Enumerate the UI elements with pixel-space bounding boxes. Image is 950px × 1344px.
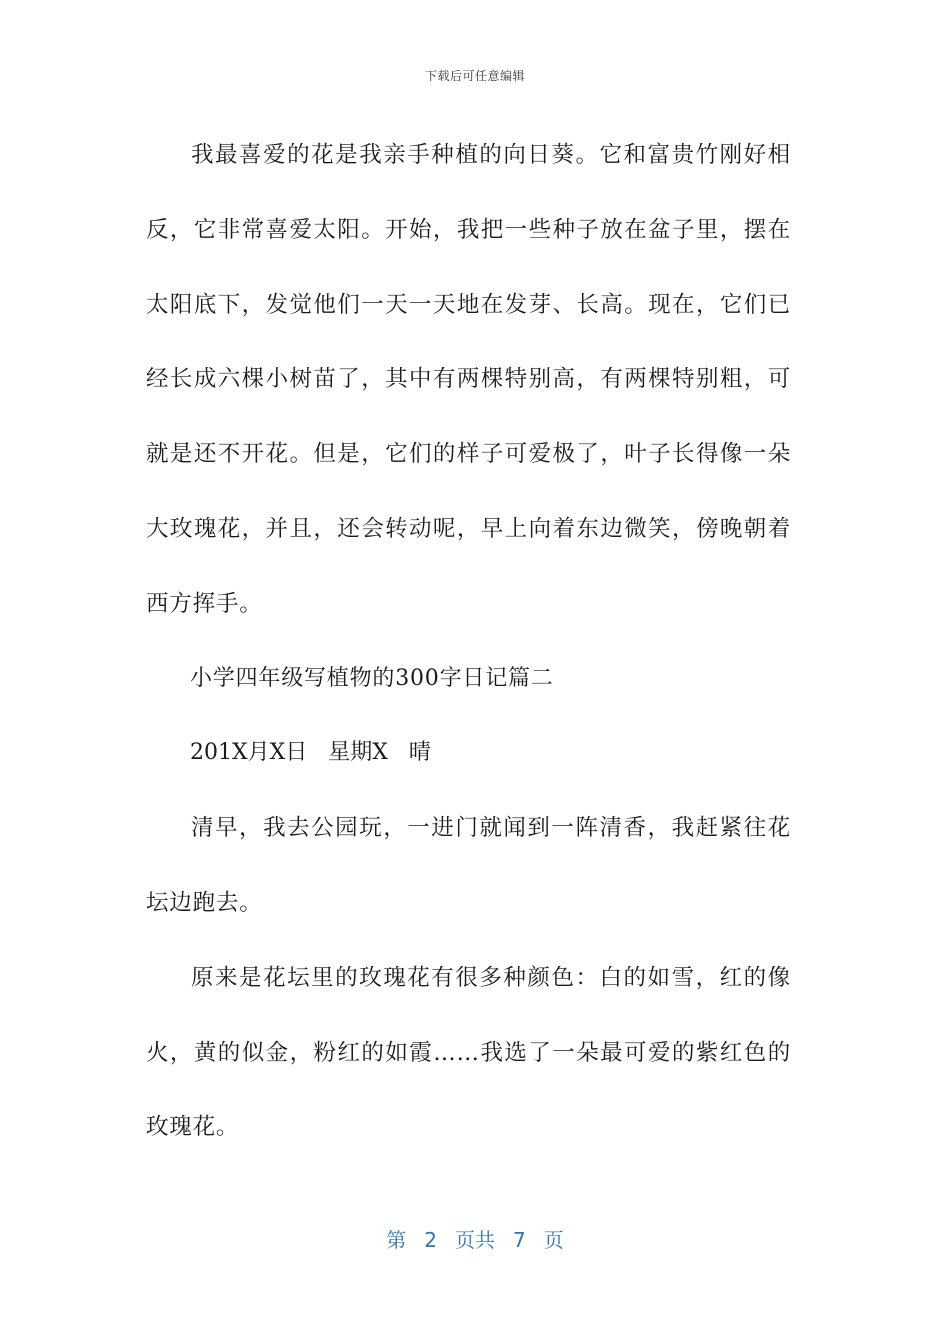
- page-label-suffix: 页: [543, 1228, 564, 1252]
- page-label-prefix: 第: [386, 1228, 407, 1252]
- paragraph-park-visit: 清早，我去公园玩，一进门就闻到一阵清香，我赶紧往花坛边跑去。: [146, 815, 791, 916]
- section-heading: 小学四年级写植物的300字日记篇二: [190, 665, 554, 691]
- current-page-number: 2: [424, 1228, 437, 1252]
- total-pages-number: 7: [513, 1228, 526, 1252]
- header-note: 下载后可任意编辑: [424, 69, 525, 83]
- diary-date-line: 201X月X日 星期X 晴: [190, 740, 431, 766]
- paragraph-rose-colors: 原来是花坛里的玫瑰花有很多种颜色：白的如雪，红的像火，黄的似金，粉红的如霞……我选了一朵最可爱的紫红色的玫瑰花。: [146, 964, 791, 1141]
- page-label-mid: 页共: [455, 1228, 495, 1252]
- page-footer: [0, 1224, 950, 1253]
- paragraph-sunflower: 我最喜爱的花是我亲手种植的向日葵。它和富贵竹刚好相反，它非常喜爱太阳。开始，我把一些种子放在盆子里，摆在太阳底下，发觉他们一天一天地在发芽、长高。现在，它们已经长成六棵小树苗了，其中有两棵特别高，有两棵特别粗，可就是还不开花。但是，它们的样子可爱极了，叶子长得像一朵大玫瑰花，并且，还会转动呢，早上向着东边微笑，傍晚朝着西方挥手。: [146, 142, 791, 617]
- document-body: [146, 118, 791, 1165]
